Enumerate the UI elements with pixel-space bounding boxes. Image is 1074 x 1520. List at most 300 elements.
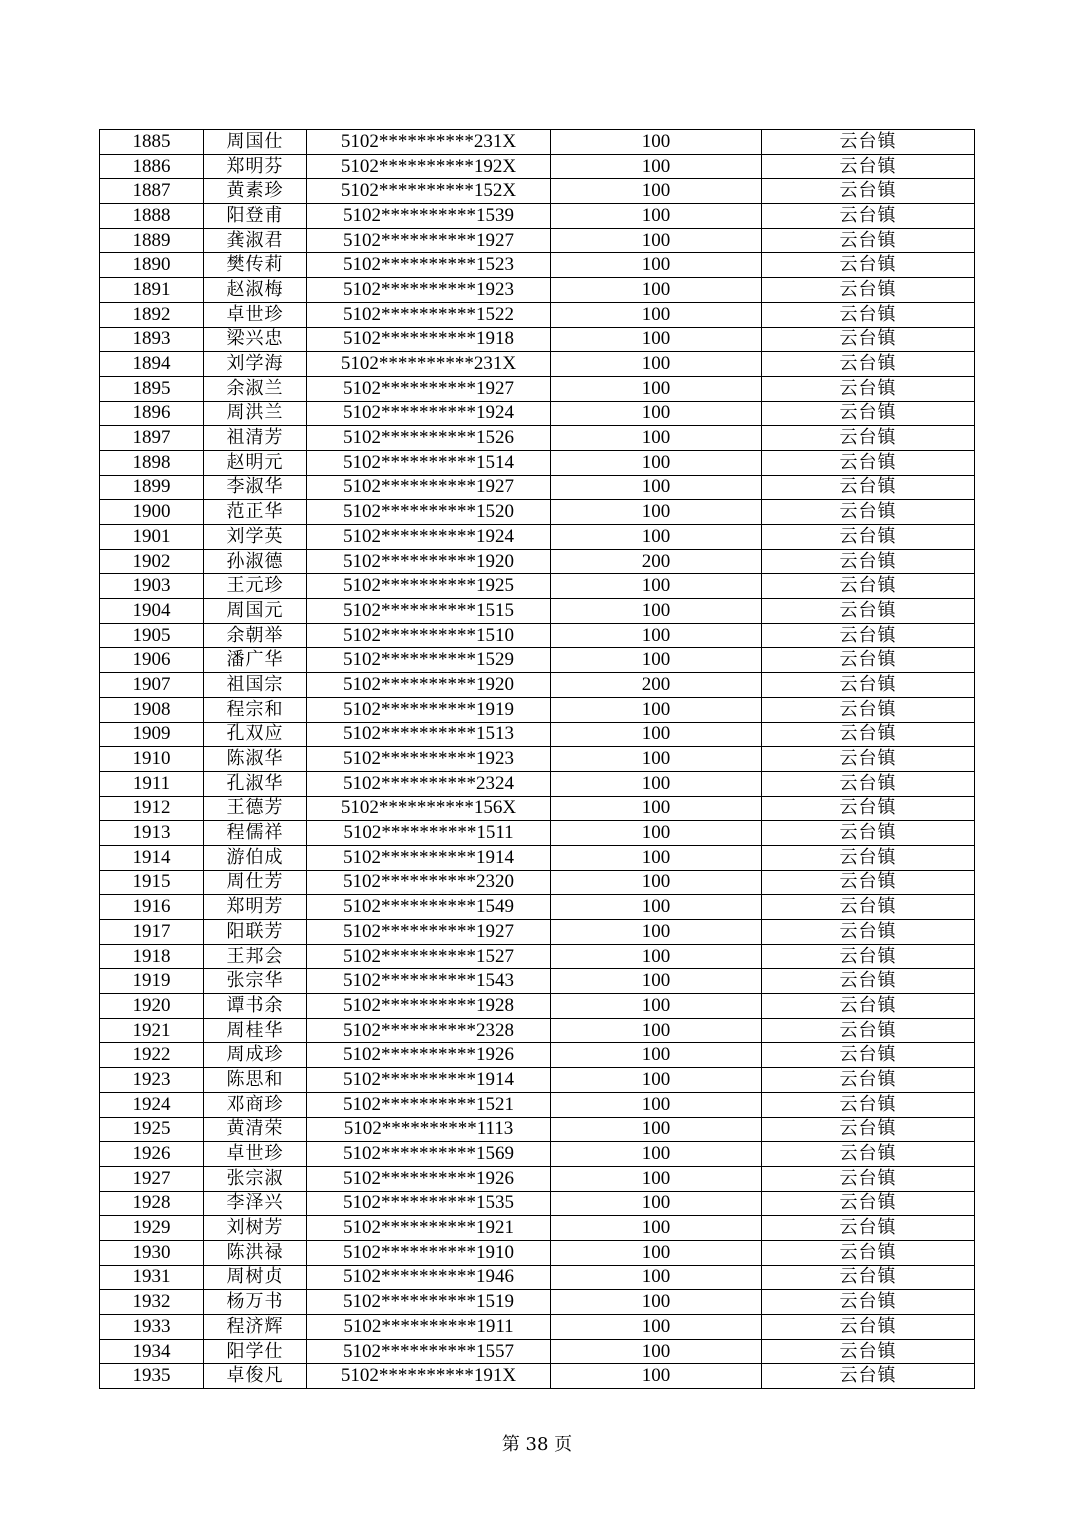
row-number-cell: 1907 xyxy=(100,673,204,698)
id-number-cell: 5102**********1510 xyxy=(307,623,551,648)
id-number-cell: 5102**********2328 xyxy=(307,1018,551,1043)
id-number-cell: 5102**********1113 xyxy=(307,1117,551,1142)
name-cell: 李淑华 xyxy=(204,475,307,500)
table-row xyxy=(100,1216,975,1241)
id-number-cell: 5102**********1535 xyxy=(307,1191,551,1216)
amount-cell: 100 xyxy=(551,994,762,1019)
amount-cell: 100 xyxy=(551,870,762,895)
table-row xyxy=(100,821,975,846)
town-cell: 云台镇 xyxy=(762,1043,975,1068)
table-row xyxy=(100,500,975,525)
amount-cell: 100 xyxy=(551,1043,762,1068)
row-number-cell: 1921 xyxy=(100,1018,204,1043)
id-number-cell: 5102**********1924 xyxy=(307,525,551,550)
id-number-cell: 5102**********1527 xyxy=(307,944,551,969)
town-cell: 云台镇 xyxy=(762,920,975,945)
id-number-cell: 5102**********152X xyxy=(307,179,551,204)
town-cell: 云台镇 xyxy=(762,278,975,303)
row-number-cell: 1897 xyxy=(100,426,204,451)
town-cell: 云台镇 xyxy=(762,895,975,920)
town-cell: 云台镇 xyxy=(762,599,975,624)
name-cell: 祖清芳 xyxy=(204,426,307,451)
town-cell: 云台镇 xyxy=(762,673,975,698)
row-number-cell: 1886 xyxy=(100,154,204,179)
id-number-cell: 5102**********1910 xyxy=(307,1240,551,1265)
id-number-cell: 5102**********1557 xyxy=(307,1339,551,1364)
row-number-cell: 1928 xyxy=(100,1191,204,1216)
name-cell: 周国元 xyxy=(204,599,307,624)
row-number-cell: 1889 xyxy=(100,228,204,253)
id-number-cell: 5102**********231X xyxy=(307,352,551,377)
amount-cell: 100 xyxy=(551,821,762,846)
id-number-cell: 5102**********1914 xyxy=(307,1068,551,1093)
table-row xyxy=(100,1166,975,1191)
name-cell: 周桂华 xyxy=(204,1018,307,1043)
table-row xyxy=(100,525,975,550)
table-row xyxy=(100,1191,975,1216)
name-cell: 余淑兰 xyxy=(204,376,307,401)
town-cell: 云台镇 xyxy=(762,1339,975,1364)
amount-cell: 100 xyxy=(551,648,762,673)
amount-cell: 100 xyxy=(551,376,762,401)
amount-cell: 100 xyxy=(551,130,762,155)
name-cell: 卓世珍 xyxy=(204,1142,307,1167)
name-cell: 孔双应 xyxy=(204,722,307,747)
amount-cell: 100 xyxy=(551,1339,762,1364)
town-cell: 云台镇 xyxy=(762,1240,975,1265)
town-cell: 云台镇 xyxy=(762,500,975,525)
town-cell: 云台镇 xyxy=(762,796,975,821)
id-number-cell: 5102**********1521 xyxy=(307,1092,551,1117)
row-number-cell: 1898 xyxy=(100,450,204,475)
row-number-cell: 1896 xyxy=(100,401,204,426)
name-cell: 周成珍 xyxy=(204,1043,307,1068)
name-cell: 周仕芳 xyxy=(204,870,307,895)
town-cell: 云台镇 xyxy=(762,1092,975,1117)
table-row xyxy=(100,1364,975,1389)
id-number-cell: 5102**********231X xyxy=(307,130,551,155)
row-number-cell: 1925 xyxy=(100,1117,204,1142)
id-number-cell: 5102**********1946 xyxy=(307,1265,551,1290)
row-number-cell: 1933 xyxy=(100,1315,204,1340)
id-number-cell: 5102**********1927 xyxy=(307,376,551,401)
name-cell: 孔淑华 xyxy=(204,771,307,796)
row-number-cell: 1895 xyxy=(100,376,204,401)
table-row xyxy=(100,228,975,253)
town-cell: 云台镇 xyxy=(762,697,975,722)
row-number-cell: 1900 xyxy=(100,500,204,525)
town-cell: 云台镇 xyxy=(762,747,975,772)
id-number-cell: 5102**********1926 xyxy=(307,1166,551,1191)
row-number-cell: 1917 xyxy=(100,920,204,945)
name-cell: 龚淑君 xyxy=(204,228,307,253)
id-number-cell: 5102**********1927 xyxy=(307,228,551,253)
name-cell: 王邦会 xyxy=(204,944,307,969)
name-cell: 郑明芳 xyxy=(204,895,307,920)
table-row xyxy=(100,648,975,673)
row-number-cell: 1901 xyxy=(100,525,204,550)
table-row xyxy=(100,352,975,377)
town-cell: 云台镇 xyxy=(762,1068,975,1093)
table-row xyxy=(100,796,975,821)
amount-cell: 100 xyxy=(551,722,762,747)
row-number-cell: 1891 xyxy=(100,278,204,303)
town-cell: 云台镇 xyxy=(762,253,975,278)
amount-cell: 100 xyxy=(551,944,762,969)
town-cell: 云台镇 xyxy=(762,450,975,475)
amount-cell: 100 xyxy=(551,747,762,772)
row-number-cell: 1926 xyxy=(100,1142,204,1167)
town-cell: 云台镇 xyxy=(762,574,975,599)
row-number-cell: 1931 xyxy=(100,1265,204,1290)
id-number-cell: 5102**********1513 xyxy=(307,722,551,747)
row-number-cell: 1902 xyxy=(100,549,204,574)
table-row xyxy=(100,1265,975,1290)
name-cell: 程儒祥 xyxy=(204,821,307,846)
name-cell: 樊传莉 xyxy=(204,253,307,278)
row-number-cell: 1913 xyxy=(100,821,204,846)
name-cell: 梁兴忠 xyxy=(204,327,307,352)
row-number-cell: 1918 xyxy=(100,944,204,969)
id-number-cell: 5102**********1918 xyxy=(307,327,551,352)
id-number-cell: 5102**********1921 xyxy=(307,1216,551,1241)
table-row xyxy=(100,994,975,1019)
name-cell: 阳登甫 xyxy=(204,204,307,229)
town-cell: 云台镇 xyxy=(762,401,975,426)
id-number-cell: 5102**********1914 xyxy=(307,845,551,870)
id-number-cell: 5102**********1919 xyxy=(307,697,551,722)
name-cell: 阳联芳 xyxy=(204,920,307,945)
row-number-cell: 1909 xyxy=(100,722,204,747)
table-row xyxy=(100,1142,975,1167)
row-number-cell: 1932 xyxy=(100,1290,204,1315)
town-cell: 云台镇 xyxy=(762,1265,975,1290)
town-cell: 云台镇 xyxy=(762,870,975,895)
id-number-cell: 5102**********1925 xyxy=(307,574,551,599)
row-number-cell: 1903 xyxy=(100,574,204,599)
amount-cell: 100 xyxy=(551,1290,762,1315)
amount-cell: 100 xyxy=(551,845,762,870)
amount-cell: 200 xyxy=(551,673,762,698)
name-cell: 范正华 xyxy=(204,500,307,525)
row-number-cell: 1915 xyxy=(100,870,204,895)
name-cell: 潘广华 xyxy=(204,648,307,673)
amount-cell: 100 xyxy=(551,623,762,648)
name-cell: 陈淑华 xyxy=(204,747,307,772)
town-cell: 云台镇 xyxy=(762,821,975,846)
row-number-cell: 1894 xyxy=(100,352,204,377)
town-cell: 云台镇 xyxy=(762,1018,975,1043)
table-row xyxy=(100,574,975,599)
id-number-cell: 5102**********1926 xyxy=(307,1043,551,1068)
town-cell: 云台镇 xyxy=(762,376,975,401)
town-cell: 云台镇 xyxy=(762,1216,975,1241)
row-number-cell: 1922 xyxy=(100,1043,204,1068)
amount-cell: 100 xyxy=(551,1364,762,1389)
row-number-cell: 1935 xyxy=(100,1364,204,1389)
amount-cell: 100 xyxy=(551,1142,762,1167)
id-number-cell: 5102**********1911 xyxy=(307,1315,551,1340)
row-number-cell: 1910 xyxy=(100,747,204,772)
name-cell: 周国仕 xyxy=(204,130,307,155)
town-cell: 云台镇 xyxy=(762,228,975,253)
roster-table-body xyxy=(100,130,975,1389)
id-number-cell: 5102**********1923 xyxy=(307,747,551,772)
name-cell: 邓商珍 xyxy=(204,1092,307,1117)
amount-cell: 100 xyxy=(551,426,762,451)
amount-cell: 100 xyxy=(551,1092,762,1117)
table-row xyxy=(100,130,975,155)
row-number-cell: 1890 xyxy=(100,253,204,278)
amount-cell: 200 xyxy=(551,549,762,574)
name-cell: 周树贞 xyxy=(204,1265,307,1290)
id-number-cell: 5102**********1920 xyxy=(307,549,551,574)
name-cell: 李泽兴 xyxy=(204,1191,307,1216)
row-number-cell: 1916 xyxy=(100,895,204,920)
name-cell: 谭书余 xyxy=(204,994,307,1019)
table-row xyxy=(100,450,975,475)
roster-table xyxy=(99,129,975,1389)
id-number-cell: 5102**********1539 xyxy=(307,204,551,229)
row-number-cell: 1906 xyxy=(100,648,204,673)
id-number-cell: 5102**********1520 xyxy=(307,500,551,525)
amount-cell: 100 xyxy=(551,969,762,994)
id-number-cell: 5102**********1549 xyxy=(307,895,551,920)
id-number-cell: 5102**********1923 xyxy=(307,278,551,303)
name-cell: 阳学仕 xyxy=(204,1339,307,1364)
name-cell: 张宗华 xyxy=(204,969,307,994)
town-cell: 云台镇 xyxy=(762,1191,975,1216)
amount-cell: 100 xyxy=(551,1315,762,1340)
id-number-cell: 5102**********1523 xyxy=(307,253,551,278)
amount-cell: 100 xyxy=(551,1018,762,1043)
table-row xyxy=(100,426,975,451)
amount-cell: 100 xyxy=(551,179,762,204)
row-number-cell: 1888 xyxy=(100,204,204,229)
id-number-cell: 5102**********1511 xyxy=(307,821,551,846)
town-cell: 云台镇 xyxy=(762,549,975,574)
id-number-cell: 5102**********2320 xyxy=(307,870,551,895)
amount-cell: 100 xyxy=(551,450,762,475)
table-row xyxy=(100,549,975,574)
page-number: 第 38 页 xyxy=(501,1434,573,1455)
id-number-cell: 5102**********1569 xyxy=(307,1142,551,1167)
town-cell: 云台镇 xyxy=(762,525,975,550)
id-number-cell: 5102**********1526 xyxy=(307,426,551,451)
id-number-cell: 5102**********1514 xyxy=(307,450,551,475)
id-number-cell: 5102**********191X xyxy=(307,1364,551,1389)
table-row xyxy=(100,253,975,278)
table-row xyxy=(100,969,975,994)
town-cell: 云台镇 xyxy=(762,327,975,352)
name-cell: 张宗淑 xyxy=(204,1166,307,1191)
name-cell: 程宗和 xyxy=(204,697,307,722)
town-cell: 云台镇 xyxy=(762,994,975,1019)
name-cell: 余朝举 xyxy=(204,623,307,648)
town-cell: 云台镇 xyxy=(762,648,975,673)
town-cell: 云台镇 xyxy=(762,130,975,155)
town-cell: 云台镇 xyxy=(762,426,975,451)
amount-cell: 100 xyxy=(551,253,762,278)
row-number-cell: 1914 xyxy=(100,845,204,870)
row-number-cell: 1920 xyxy=(100,994,204,1019)
row-number-cell: 1923 xyxy=(100,1068,204,1093)
amount-cell: 100 xyxy=(551,401,762,426)
id-number-cell: 5102**********1928 xyxy=(307,994,551,1019)
amount-cell: 100 xyxy=(551,500,762,525)
amount-cell: 100 xyxy=(551,204,762,229)
row-number-cell: 1927 xyxy=(100,1166,204,1191)
town-cell: 云台镇 xyxy=(762,352,975,377)
town-cell: 云台镇 xyxy=(762,845,975,870)
town-cell: 云台镇 xyxy=(762,1142,975,1167)
table-row xyxy=(100,623,975,648)
table-row xyxy=(100,1018,975,1043)
table-row xyxy=(100,722,975,747)
amount-cell: 100 xyxy=(551,1216,762,1241)
town-cell: 云台镇 xyxy=(762,204,975,229)
name-cell: 刘学英 xyxy=(204,525,307,550)
name-cell: 陈洪禄 xyxy=(204,1240,307,1265)
table-row xyxy=(100,920,975,945)
table-row xyxy=(100,944,975,969)
table-row xyxy=(100,1315,975,1340)
amount-cell: 100 xyxy=(551,1068,762,1093)
town-cell: 云台镇 xyxy=(762,1166,975,1191)
amount-cell: 100 xyxy=(551,1117,762,1142)
name-cell: 赵淑梅 xyxy=(204,278,307,303)
id-number-cell: 5102**********1927 xyxy=(307,475,551,500)
name-cell: 王德芳 xyxy=(204,796,307,821)
row-number-cell: 1892 xyxy=(100,302,204,327)
table-row xyxy=(100,401,975,426)
name-cell: 孙淑德 xyxy=(204,549,307,574)
id-number-cell: 5102**********1519 xyxy=(307,1290,551,1315)
id-number-cell: 5102**********1924 xyxy=(307,401,551,426)
amount-cell: 100 xyxy=(551,771,762,796)
amount-cell: 100 xyxy=(551,1166,762,1191)
table-row xyxy=(100,747,975,772)
row-number-cell: 1908 xyxy=(100,697,204,722)
row-number-cell: 1929 xyxy=(100,1216,204,1241)
row-number-cell: 1934 xyxy=(100,1339,204,1364)
town-cell: 云台镇 xyxy=(762,944,975,969)
name-cell: 卓俊凡 xyxy=(204,1364,307,1389)
name-cell: 周洪兰 xyxy=(204,401,307,426)
row-number-cell: 1899 xyxy=(100,475,204,500)
amount-cell: 100 xyxy=(551,574,762,599)
name-cell: 王元珍 xyxy=(204,574,307,599)
table-row xyxy=(100,302,975,327)
row-number-cell: 1930 xyxy=(100,1240,204,1265)
town-cell: 云台镇 xyxy=(762,771,975,796)
id-number-cell: 5102**********1522 xyxy=(307,302,551,327)
id-number-cell: 5102**********192X xyxy=(307,154,551,179)
row-number-cell: 1904 xyxy=(100,599,204,624)
table-row xyxy=(100,179,975,204)
table-row xyxy=(100,204,975,229)
name-cell: 刘学海 xyxy=(204,352,307,377)
table-row xyxy=(100,1240,975,1265)
row-number-cell: 1893 xyxy=(100,327,204,352)
amount-cell: 100 xyxy=(551,920,762,945)
table-row xyxy=(100,673,975,698)
table-row xyxy=(100,771,975,796)
name-cell: 祖国宗 xyxy=(204,673,307,698)
table-row xyxy=(100,1043,975,1068)
table-row xyxy=(100,1092,975,1117)
name-cell: 黄素珍 xyxy=(204,179,307,204)
amount-cell: 100 xyxy=(551,1191,762,1216)
name-cell: 刘树芳 xyxy=(204,1216,307,1241)
row-number-cell: 1905 xyxy=(100,623,204,648)
amount-cell: 100 xyxy=(551,352,762,377)
name-cell: 程济辉 xyxy=(204,1315,307,1340)
amount-cell: 100 xyxy=(551,697,762,722)
id-number-cell: 5102**********1920 xyxy=(307,673,551,698)
town-cell: 云台镇 xyxy=(762,179,975,204)
table-row xyxy=(100,599,975,624)
town-cell: 云台镇 xyxy=(762,969,975,994)
amount-cell: 100 xyxy=(551,327,762,352)
table-row xyxy=(100,895,975,920)
table-row xyxy=(100,1339,975,1364)
name-cell: 郑明芬 xyxy=(204,154,307,179)
amount-cell: 100 xyxy=(551,599,762,624)
name-cell: 卓世珍 xyxy=(204,302,307,327)
amount-cell: 100 xyxy=(551,302,762,327)
amount-cell: 100 xyxy=(551,278,762,303)
amount-cell: 100 xyxy=(551,475,762,500)
row-number-cell: 1912 xyxy=(100,796,204,821)
table-row xyxy=(100,845,975,870)
town-cell: 云台镇 xyxy=(762,475,975,500)
amount-cell: 100 xyxy=(551,154,762,179)
table-row xyxy=(100,1290,975,1315)
table-row xyxy=(100,870,975,895)
name-cell: 黄清荣 xyxy=(204,1117,307,1142)
town-cell: 云台镇 xyxy=(762,1117,975,1142)
table-row xyxy=(100,1068,975,1093)
town-cell: 云台镇 xyxy=(762,154,975,179)
row-number-cell: 1919 xyxy=(100,969,204,994)
town-cell: 云台镇 xyxy=(762,722,975,747)
amount-cell: 100 xyxy=(551,525,762,550)
id-number-cell: 5102**********1543 xyxy=(307,969,551,994)
row-number-cell: 1924 xyxy=(100,1092,204,1117)
amount-cell: 100 xyxy=(551,895,762,920)
id-number-cell: 5102**********2324 xyxy=(307,771,551,796)
id-number-cell: 5102**********156X xyxy=(307,796,551,821)
town-cell: 云台镇 xyxy=(762,1290,975,1315)
name-cell: 游伯成 xyxy=(204,845,307,870)
row-number-cell: 1887 xyxy=(100,179,204,204)
town-cell: 云台镇 xyxy=(762,1364,975,1389)
id-number-cell: 5102**********1529 xyxy=(307,648,551,673)
amount-cell: 100 xyxy=(551,1240,762,1265)
table-row xyxy=(100,376,975,401)
name-cell: 赵明元 xyxy=(204,450,307,475)
town-cell: 云台镇 xyxy=(762,1315,975,1340)
id-number-cell: 5102**********1927 xyxy=(307,920,551,945)
table-row xyxy=(100,1117,975,1142)
id-number-cell: 5102**********1515 xyxy=(307,599,551,624)
name-cell: 陈思和 xyxy=(204,1068,307,1093)
amount-cell: 100 xyxy=(551,228,762,253)
table-row xyxy=(100,327,975,352)
table-row xyxy=(100,154,975,179)
table-row xyxy=(100,697,975,722)
